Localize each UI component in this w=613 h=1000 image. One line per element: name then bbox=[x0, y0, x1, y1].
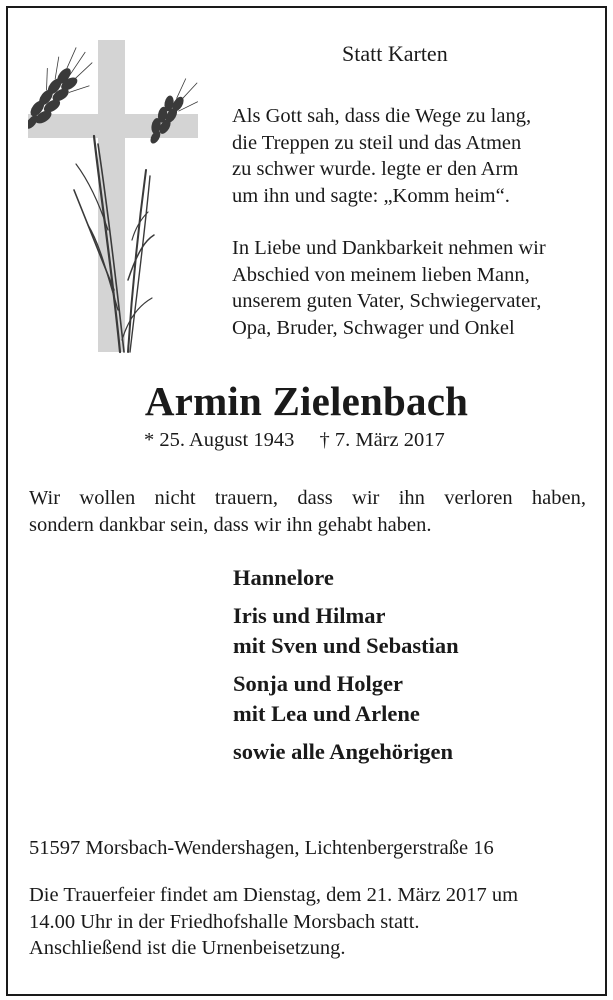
mourner-line: sowie alle Angehörigen bbox=[233, 739, 453, 764]
announcement bbox=[232, 235, 546, 341]
poem-line: die Treppen zu steil und das Atmen bbox=[232, 131, 522, 154]
death-date: † 7. März 2017 bbox=[319, 429, 445, 451]
notice-line: Anschließend ist die Urnenbeisetzung. bbox=[29, 937, 346, 959]
mourners-list bbox=[233, 563, 459, 775]
poem-line: Als Gott sah, dass die Wege zu lang, bbox=[232, 105, 532, 127]
announcement-line: Abschied von meinem lieben Mann, bbox=[232, 263, 530, 286]
announcement-line: Opa, Bruder, Schwager und Onkel bbox=[232, 316, 515, 339]
notice-line: Die Trauerfeier findet am Dienstag, dem 21. März 2017 um bbox=[29, 884, 519, 906]
mourner-group bbox=[233, 669, 459, 729]
quote-line: Wir wollen nicht trauern, dass wir ihn verloren haben, bbox=[29, 487, 586, 509]
address: 51597 Morsbach-Wendershagen, Lichtenbergerstraße 16 bbox=[29, 837, 494, 859]
mourner-group bbox=[233, 737, 459, 767]
mourner-line: Hannelore bbox=[233, 565, 334, 590]
mourner-group bbox=[233, 563, 459, 593]
mourner-line: mit Sven und Sebastian bbox=[233, 633, 459, 658]
birth-date: * 25. August 1943 bbox=[144, 429, 295, 451]
poem-line: zu schwer wurde. legte er den Arm bbox=[232, 158, 519, 180]
notice-line: 14.00 Uhr in der Friedhofshalle Morsbach statt. bbox=[29, 910, 420, 933]
mourner-line: mit Lea und Arlene bbox=[233, 701, 420, 726]
mourner-line: Iris und Hilmar bbox=[233, 603, 386, 628]
heading-statt-karten: Statt Karten bbox=[342, 41, 448, 66]
quote bbox=[29, 485, 586, 538]
announcement-line: unserem guten Vater, Schwiegervater, bbox=[232, 290, 542, 312]
poem bbox=[232, 103, 531, 209]
life-dates bbox=[144, 426, 445, 454]
poem-line: um ihn und sagte: „Komm heim“. bbox=[232, 184, 510, 207]
mourner-line: Sonja und Holger bbox=[233, 671, 404, 696]
announcement-line: In Liebe und Dankbarkeit nehmen wir bbox=[232, 237, 546, 259]
quote-line: sondern dankbar sein, dass wir ihn gehabt haben. bbox=[29, 513, 432, 536]
deceased-name: Armin Zielenbach bbox=[144, 378, 469, 424]
funeral-notice bbox=[29, 882, 518, 962]
mourner-group bbox=[233, 601, 459, 661]
cross-with-wheat-icon bbox=[28, 40, 200, 356]
